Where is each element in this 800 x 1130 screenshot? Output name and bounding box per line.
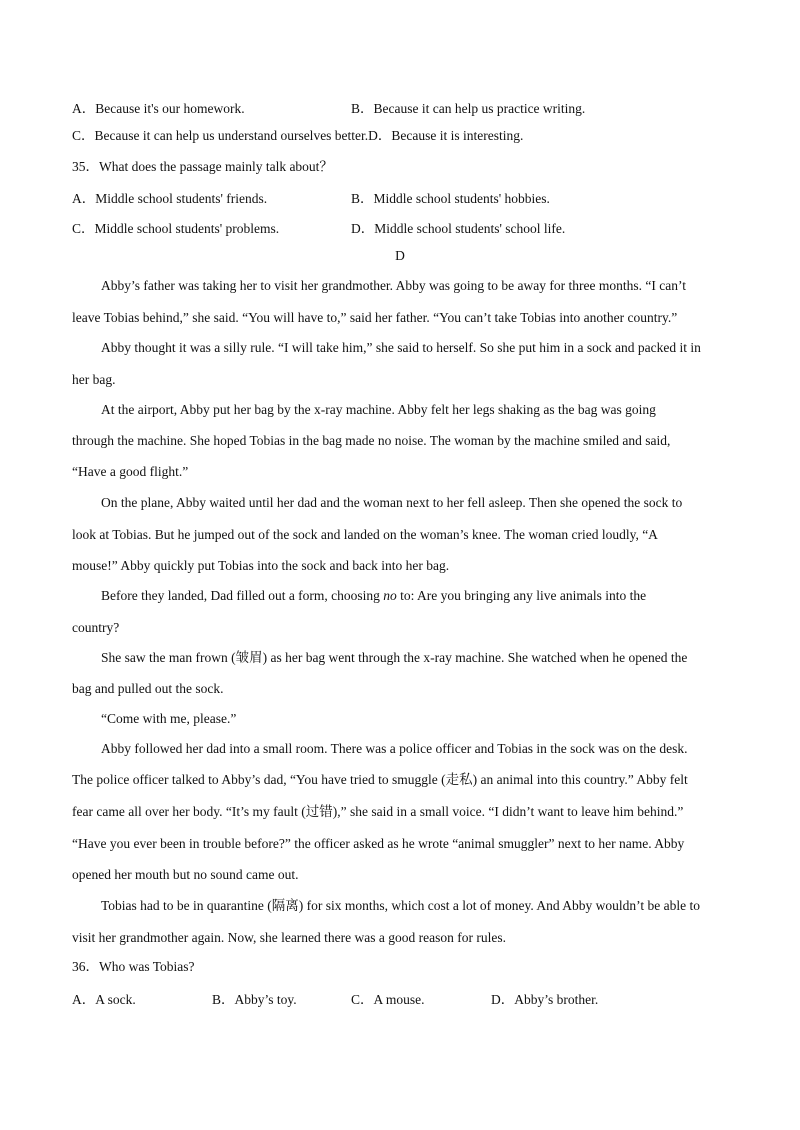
passage-line: look at Tobias. But he jumped out of the sock and landed on the woman’s knee. The woman cried loudly, “A xyxy=(72,527,658,542)
passage-line: Abby’s father was taking her to visit her grandmother. Abby was going to be away for three months. “I can’t xyxy=(101,278,686,293)
q35-option-row-ab xyxy=(72,187,772,205)
passage-line: bag and pulled out the sock. xyxy=(72,681,224,696)
passage-line: mouse!” Abby quickly put Tobias into the sock and back into her bag. xyxy=(72,558,450,573)
passage-line: On the plane, Abby waited until her dad and the woman next to her fell asleep. Then she opened the sock to xyxy=(101,495,683,510)
passage-text: Before they landed, Dad filled out a form, choosing xyxy=(101,588,384,603)
passage-line: Tobias had to be in quarantine (隔离) for six months, which cost a lot of money. And Abby wouldn’t be able to xyxy=(101,898,700,913)
q34-option-a: A．Because it's our homework. xyxy=(72,101,245,116)
passage-line: fear came all over her body. “It’s my fault (过错),” she said in a small voice. “I didn’t want to leave him behind.” xyxy=(72,804,684,819)
passage-line: At the airport, Abby put her bag by the x-ray machine. Abby felt her legs shaking as the bag was going xyxy=(101,402,656,417)
passage-line: “Have you ever been in trouble before?” the officer asked as he wrote “animal smuggler” next to her name. Abby xyxy=(72,836,685,851)
q35-stem: 35．What does the passage mainly talk about？ xyxy=(72,159,333,174)
q36-option-a: A．A sock. xyxy=(72,992,136,1007)
q34-option-b: B．Because it can help us practice writing. xyxy=(351,101,586,116)
passage-line: Abby followed her dad into a small room. There was a police officer and Tobias in the sock was on the desk. xyxy=(101,741,688,756)
passage-line: “Have a good flight.” xyxy=(72,464,189,479)
q35-option-row-cd xyxy=(72,217,772,235)
passage-line: opened her mouth but no sound came out. xyxy=(72,867,299,882)
passage-line: country? xyxy=(72,620,120,635)
q35-option-a: A．Middle school students' friends. xyxy=(72,191,268,206)
q35-option-d: D．Middle school students' school life. xyxy=(351,221,566,236)
q36-option-d: D．Abby’s brother. xyxy=(491,992,599,1007)
q35-option-b: B．Middle school students' hobbies. xyxy=(351,191,550,206)
q36-option-b: B．Abby’s toy. xyxy=(212,992,297,1007)
q34-option-cd: C．Because it can help us understand ourselves better.D．Because it is interesting. xyxy=(72,128,524,143)
passage-line xyxy=(101,587,646,605)
q36-stem: 36．Who was Tobias? xyxy=(72,959,195,974)
passage-line: through the machine. She hoped Tobias in the bag made no noise. The woman by the machine smiled and said, xyxy=(72,433,671,448)
q35-option-c: C．Middle school students' problems. xyxy=(72,221,280,236)
passage-line: She saw the man frown (皱眉) as her bag went through the x-ray machine. She watched when he opened the xyxy=(101,650,688,665)
q36-option-row xyxy=(72,988,772,1006)
passage-line: Abby thought it was a silly rule. “I will take him,” she said to herself. So she put him in a sock and packed it in xyxy=(101,340,701,355)
passage-line: The police officer talked to Abby’s dad, “You have tried to smuggle (走私) an animal into this country.” Abby felt xyxy=(72,772,688,787)
passage-line: her bag. xyxy=(72,372,116,387)
q34-option-row-ab xyxy=(72,97,772,115)
passage-line: visit her grandmother again. Now, she learned there was a good reason for rules. xyxy=(72,930,506,945)
emphasized-word: no xyxy=(383,588,397,603)
passage-line: leave Tobias behind,” she said. “You will have to,” said her father. “You can’t take Tobias into another country.” xyxy=(72,310,678,325)
section-heading-d: D xyxy=(395,248,405,263)
q36-option-c: C．A mouse. xyxy=(351,992,425,1007)
passage-text: to: Are you bringing any live animals into the xyxy=(396,588,647,603)
passage-line: “Come with me, please.” xyxy=(101,711,237,726)
